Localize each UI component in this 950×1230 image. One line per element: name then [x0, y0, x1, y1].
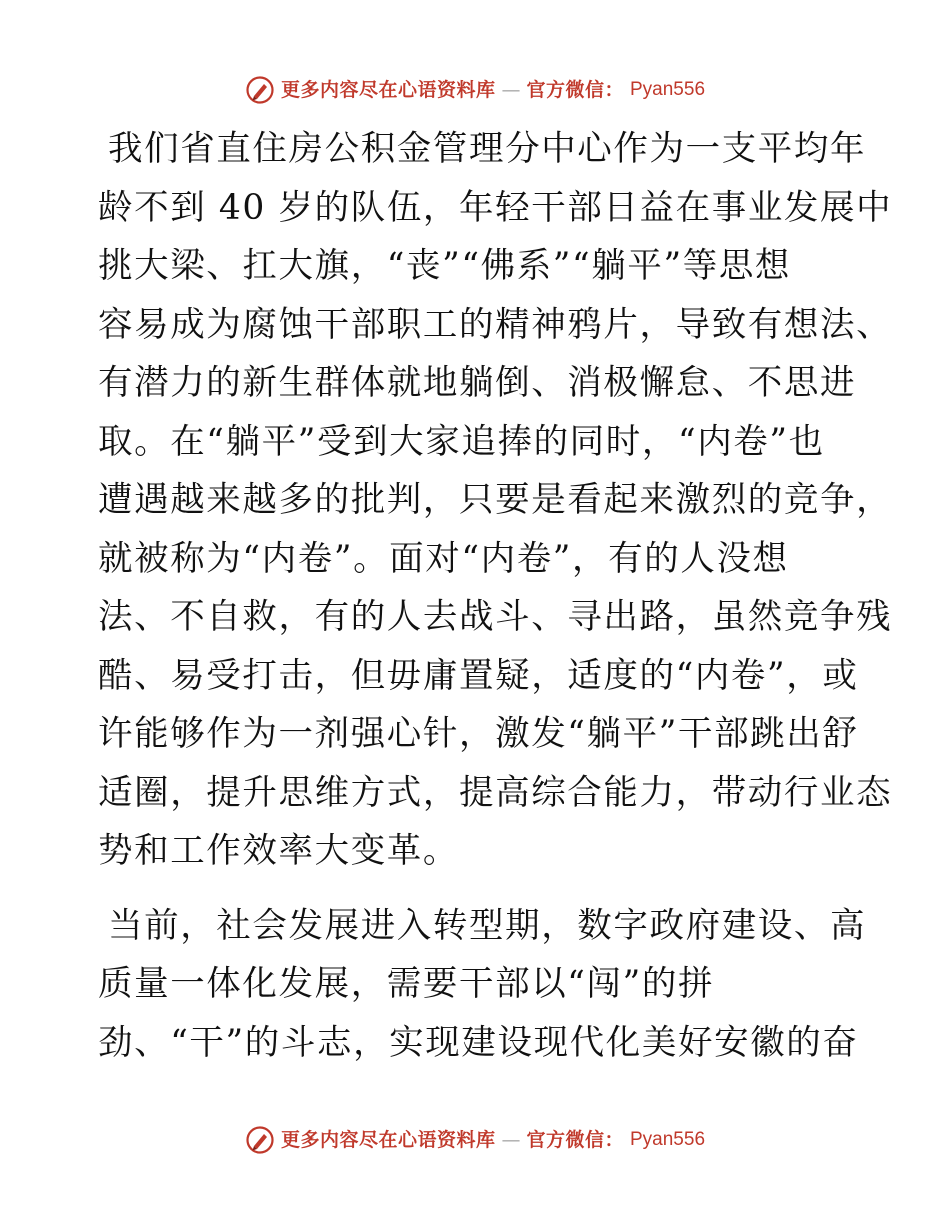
text-line: 我们省直住房公积金管理分中心作为一支平均年	[108, 129, 867, 169]
watermark-wechat-id: Pyan556	[630, 79, 706, 100]
watermark-wechat-id: Pyan556	[630, 1129, 706, 1150]
text-line: 容易成为腐蚀干部职工的精神鸦片，导致有想法、	[98, 304, 893, 345]
watermark-text: 更多内容尽在心语资料库	[280, 79, 496, 101]
text-line: 质量一体化发展，需要干部以“闯”的拼	[98, 964, 715, 1004]
pen-circle-logo-icon	[245, 1125, 275, 1155]
paragraph-2	[98, 897, 867, 1073]
text-line: 挑大梁、扛大旗，“丧”“佛系”“躺平”等思想	[98, 246, 792, 286]
text-line: 法、不自救，有的人去战斗、寻出路，虽然竞争残	[98, 597, 893, 637]
text-line: 有潜力的新生群体就地躺倒、消极懈怠、不思进	[98, 363, 857, 403]
paragraph-1	[98, 120, 893, 881]
footer-watermark	[0, 1124, 950, 1156]
text-line: 劲、“干”的斗志，实现建设现代化美好安徽的奋	[98, 1022, 859, 1063]
watermark-separator: —	[501, 79, 521, 101]
watermark-wechat-label: 官方微信：	[526, 1129, 624, 1151]
watermark-wechat-label: 官方微信：	[526, 79, 624, 101]
header-watermark	[0, 74, 950, 106]
paragraph-spacer	[98, 881, 858, 897]
text-line: 当前，社会发展进入转型期，数字政府建设、高	[108, 905, 867, 946]
text-line: 酷、易受打击，但毋庸置疑，适度的“内卷”，或	[98, 655, 859, 696]
text-line: 势和工作效率大变革。	[98, 831, 459, 871]
watermark-text: 更多内容尽在心语资料库	[280, 1129, 496, 1151]
text-line: 遭遇越来越多的批判，只要是看起来激烈的竞争，	[98, 480, 893, 520]
text-line: 取。在“躺平”受到大家追捧的同时，“内卷”也	[98, 421, 825, 462]
text-line: 许能够作为一剂强心针，激发“躺平”干部跳出舒	[98, 714, 859, 754]
text-line: 龄不到 40 岁的队伍，年轻干部日益在事业发展中	[98, 187, 893, 228]
watermark-separator: —	[501, 1129, 521, 1151]
text-line: 适圈，提升思维方式，提高综合能力，带动行业态	[98, 772, 893, 813]
document-body	[98, 120, 893, 1072]
text-line: 就被称为“内卷”。面对“内卷”，有的人没想	[98, 538, 789, 579]
pen-circle-logo-icon	[245, 75, 275, 105]
